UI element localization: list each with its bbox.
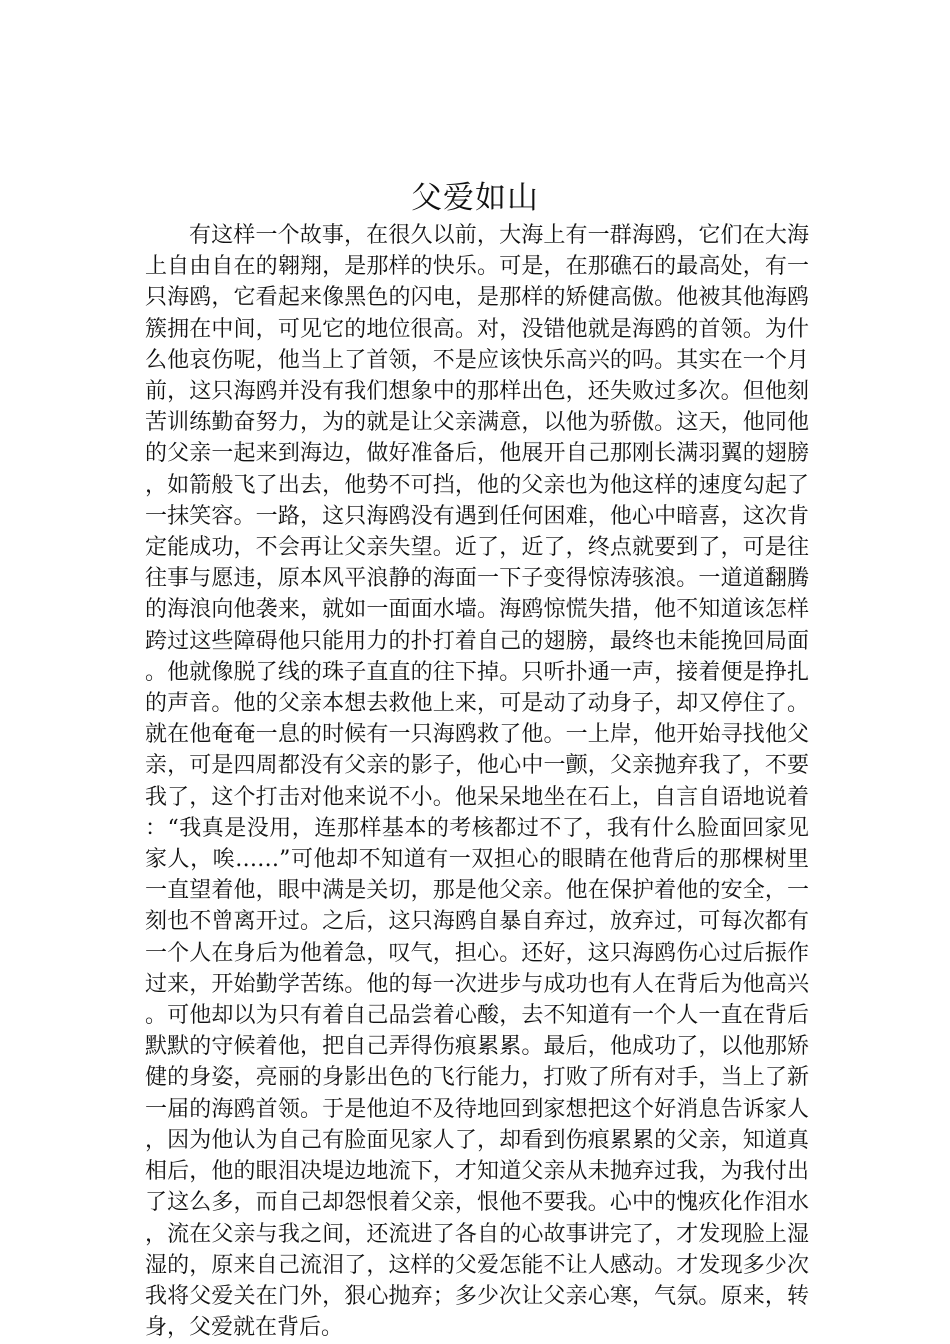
document-title: 父爱如山 bbox=[411, 180, 539, 216]
document-body-paragraph: 有这样一个故事，在很久以前，大海上有一群海鸥，它们在大海上自由自在的翱翔，是那样的快乐。可是，在那礁石的最高处，有一只海鸥，它看起来像黑色的闪电，是那样的矫健高傲。他被其他海鸥簇拥在中间，可见它的地位很高。对，没错他就是海鸥的首领。为什么他哀伤呢，他当上了首领，不是应该快乐高兴的吗。其实在一个月前，这只海鸥并没有我们想象中的那样出色，还失败过多次。但他刻苦训练勤奋努力，为的就是让父亲满意，以他为骄傲。这天，他同他的父亲一起来到海边，做好准备后，他展开自己那刚长满羽翼的翅膀，如箭般飞了出去，他势不可挡，他的父亲也为他这样的速度勾起了一抹笑容。一路，这只海鸥没有遇到任何困难，他心中暗喜，这次肯定能成功，不会再让父亲失望。近了，近了，终点就要到了，可是往往事与愿违，原本风平浪静的海面一下子变得惊涛骇浪。一道道翻腾的海浪向他袭来，就如一面面水墙。海鸥惊慌失措，他不知道该怎样跨过这些障碍他只能用力的扑打着自己的翅膀，最终也未能挽回局面。他就像脱了线的珠子直直的往下掉。只听扑通一声，接着便是挣扎的声音。他的父亲本想去救他上来，可是动了动身子，却又停住了。就在他奄奄一息的时候有一只海鸥救了他。一上岸，他开始寻找他父亲，可是四周都没有父亲的影子，他心中一颤，父亲抛弃我了，不要我了，这个打击对他来说不小。他呆呆地坐在石上，自言自语地说着：“我真是没用，连那样基本的考核都过不了，我有什么脸面回家见家人，唉……”可他却不知道有一双担心的眼睛在他背后的那棵树里一直望着他，眼中满是关切，那是他父亲。他在保护着他的安全，一刻也不曾离开过。之后，这只海鸥自暴自弃过，放弃过，可每次都有一个人在身后为他着急，叹气，担心。还好，这只海鸥伤心过后振作过来，开始勤学苦练。他的每一次进步与成功也有人在背后为他高兴。可他却以为只有着自己品尝着心酸，去不知道有一个人一直在背后默默的守候着他，把自己弄得伤痕累累。最后，他成功了，以他那矫健的身姿，亮丽的身影出色的飞行能力，打败了所有对手，当上了新一届的海鸥首领。于是他迫不及待地回到家想把这个好消息告诉家人，因为他认为自己有脸面见家人了，却看到伤痕累累的父亲，知道真相后，他的眼泪决堤边地流下，才知道父亲从未抛弃过我，为我付出了这么多，而自己却怨恨着父亲，恨他不要我。心中的愧疚化作泪水，流在父亲与我之间，还流进了各自的心故事讲完了，才发现脸上湿湿的，原来自己流泪了，这样的父爱怎能不让人感动。才发现多少次我将父爱关在门外，狠心抛弃；多少次让父亲心寒，气氛。原来，转身，父爱就在背后。 bbox=[145, 223, 809, 1341]
